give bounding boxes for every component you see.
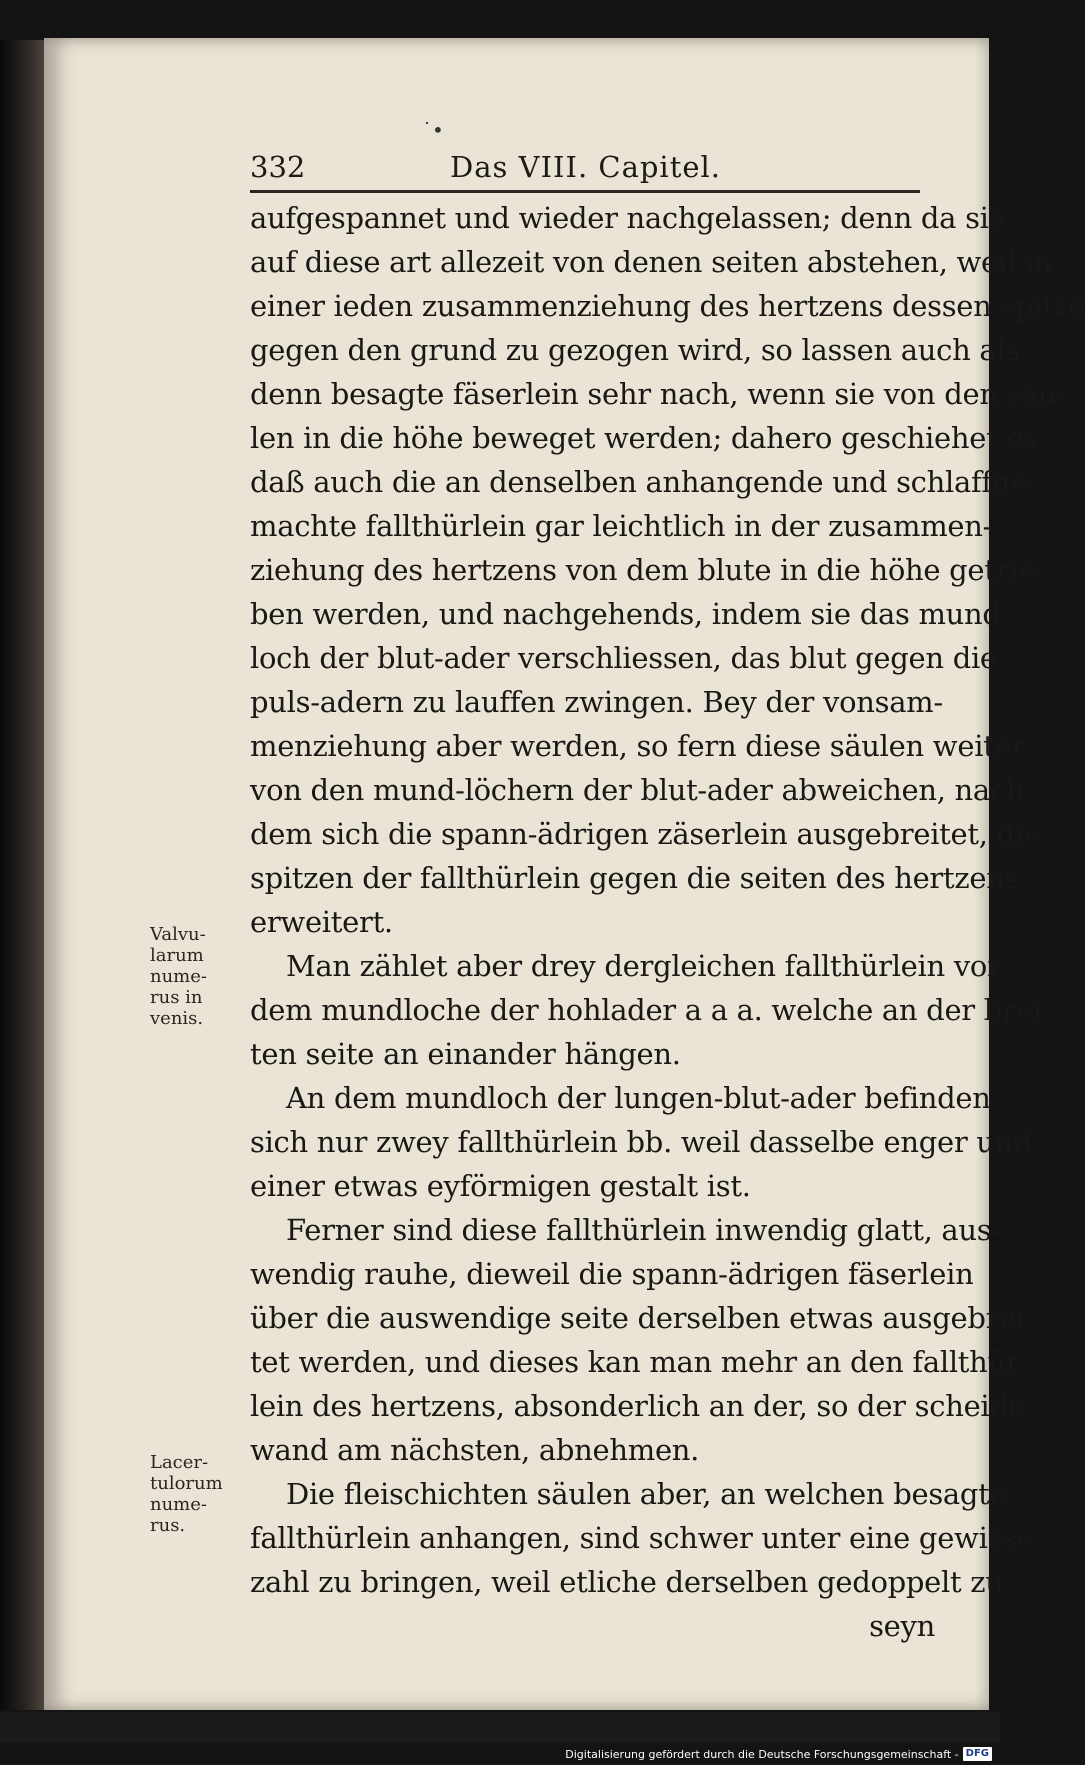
text-line: einer etwas eyförmigen gestalt ist.	[250, 1169, 751, 1203]
text-line: denn besagte fäserlein sehr nach, wenn sie von den säu-	[250, 377, 1067, 411]
text-line: wendig rauhe, dieweil die spann-ädrigen fäserlein	[250, 1257, 974, 1291]
text-line: menziehung aber werden, so fern diese säulen weiter	[250, 729, 1025, 763]
text-line: daß auch die an denselben anhangende und schlaffge-	[250, 465, 1037, 499]
text-line: Man zählet aber drey dergleichen fallthürlein vor	[286, 949, 1001, 983]
text-line: fallthürlein anhangen, sind schwer unter eine gewisse	[250, 1521, 1034, 1555]
text-line: puls-adern zu lauffen zwingen. Bey der vonsam-	[250, 685, 943, 719]
text-line: dem sich die spann-ädrigen zäserlein ausgebreitet, die	[250, 817, 1041, 851]
print-dots: ˙•	[422, 118, 444, 142]
running-title: Das VIII. Capitel.	[450, 150, 722, 184]
text-line: lein des hertzens, absonderlich an der, so der scheide-	[250, 1389, 1035, 1423]
text-line: loch der blut-ader verschliessen, das blut gegen die	[250, 641, 997, 675]
text-line: An dem mundloch der lungen-blut-ader befinden	[286, 1081, 991, 1115]
text-line: spitzen der fallthürlein gegen die seiten des hertzens	[250, 861, 1020, 895]
text-line: ziehung des hertzens von dem blute in die höhe getrie-	[250, 553, 1045, 587]
margin-note-lacertulorum: Lacer- tulorum nume- rus.	[150, 1452, 223, 1536]
text-line: zahl zu bringen, weil etliche derselben gedoppelt zu	[250, 1565, 1004, 1599]
body-text	[250, 196, 1085, 1648]
text-line: len in die höhe beweget werden; dahero geschiehet es,	[250, 421, 1047, 455]
dfg-logo: DFG	[963, 1747, 992, 1761]
text-line: über die auswendige seite derselben etwas ausgebrei-	[250, 1301, 1035, 1335]
text-line: von den mund-löchern der blut-ader abweichen, nach-	[250, 773, 1034, 807]
text-line: Ferner sind diese fallthürlein inwendig glatt, aus-	[286, 1213, 1001, 1247]
margin-note-valvularum: Valvu- larum nume- rus in venis.	[150, 924, 207, 1029]
text-line: auf diese art allezeit von denen seiten abstehen, weil in	[250, 245, 1053, 279]
digitization-footer	[565, 1745, 992, 1763]
text-line: tet werden, und dieses kan man mehr an den fallthür-	[250, 1345, 1029, 1379]
page-number: 332	[250, 150, 306, 184]
text-line: dem mundloche der hohlader a a a. welche an der brei-	[250, 993, 1051, 1027]
header-rule	[250, 190, 920, 193]
text-line: wand am nächsten, abnehmen.	[250, 1433, 700, 1467]
book-spine	[0, 40, 44, 1710]
text-line: einer ieden zusammenziehung des hertzens dessen spitze	[250, 289, 1085, 323]
text-line: erweitert.	[250, 905, 393, 939]
text-line: sich nur zwey fallthürlein bb. weil dasselbe enger und	[250, 1125, 1032, 1159]
text-line: ten seite an einander hängen.	[250, 1037, 681, 1071]
text-line: machte fallthürlein gar leichtlich in der zusammen-	[250, 509, 993, 543]
page-header	[250, 150, 940, 186]
catchword: seyn	[869, 1609, 935, 1643]
text-line: gegen den grund zu gezogen wird, so lassen auch als-	[250, 333, 1030, 367]
text-line: aufgespannet und wieder nachgelassen; denn da sie	[250, 201, 1006, 235]
text-line: Die fleischichten säulen aber, an welchen besagte	[286, 1477, 1007, 1511]
scan-bottom-edge	[0, 1712, 1000, 1742]
text-line: ben werden, und nachgehends, indem sie das mund-	[250, 597, 1011, 631]
funding-credit: Digitalisierung gefördert durch die Deutsche Forschungsgemeinschaft -	[565, 1747, 959, 1761]
